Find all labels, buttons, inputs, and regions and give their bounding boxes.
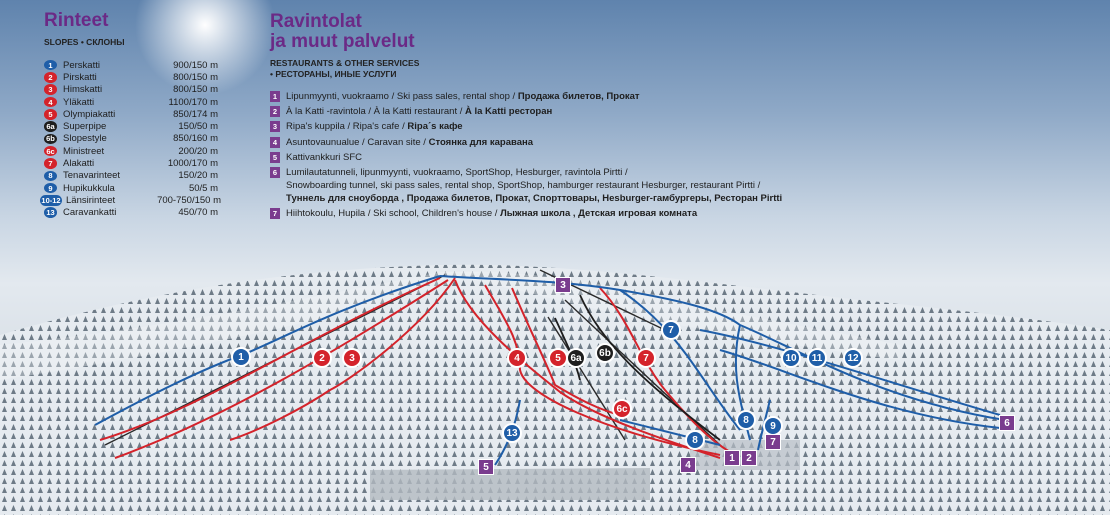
map-marker-slope[interactable]: 1: [231, 347, 251, 367]
slope-row: 1 Perskatti 900/150 m: [44, 59, 264, 71]
map-marker-service[interactable]: 1: [724, 450, 740, 466]
service-row: 4 Asuntovaunualue / Caravan site / Стоянка для каравана: [270, 136, 910, 149]
slopes-title: Rinteet: [44, 10, 109, 31]
slope-row: 9 Hupikukkula 50/5 m: [44, 182, 264, 194]
map-marker-service[interactable]: 7: [765, 434, 781, 450]
service-row: 3 Ripa's kuppila / Ripa's cafe / Ripa´s кафе: [270, 120, 910, 133]
slope-row: 13 Caravankatti 450/70 m: [44, 207, 264, 219]
map-marker-slope[interactable]: 3: [342, 348, 362, 368]
map-marker-slope[interactable]: 12: [843, 348, 863, 368]
slopes-legend: [41, 10, 264, 219]
slope-row: 6a Superpipe 150/50 m: [44, 120, 264, 132]
map-marker-slope[interactable]: 11: [807, 348, 827, 368]
map-marker-slope[interactable]: 8: [685, 430, 705, 450]
service-row: 6 Lumilautatunneli, lipunmyynti, vuokraamo, SportShop, Hesburger, ravintola Pirtti / Snowboarding tunnel, ski pass sales, rental shop, SportShop, hamburger restaurant Hesburger, restaurant Pirtti / Туннель для сноуборда , Продажа билетов, Прокат, Спорттовары, Hesburger-гамбургеры, Ресторан Pirtti: [270, 166, 910, 205]
map-marker-slope[interactable]: 2: [312, 348, 332, 368]
slope-list: [41, 59, 264, 219]
map-marker-slope[interactable]: 4: [507, 348, 527, 368]
map-marker-slope[interactable]: 5: [548, 348, 568, 368]
map-marker-slope[interactable]: 6a: [566, 348, 586, 368]
services-subtitle-2: • РЕСТОРАНЫ, ИНЫЕ УСЛУГИ: [270, 69, 397, 79]
map-marker-slope[interactable]: 7: [636, 348, 656, 368]
map-marker-service[interactable]: 4: [680, 457, 696, 473]
slope-row: 7 Alakatti 1000/170 m: [44, 157, 264, 169]
services-legend: [270, 12, 910, 222]
services-title-2: ja muut palvelut: [270, 31, 415, 52]
map-marker-slope[interactable]: 13: [502, 423, 522, 443]
parking-area: [370, 468, 650, 500]
services-title-1: Ravintolat: [270, 11, 362, 32]
services-subtitle-1: RESTAURANTS & OTHER SERVICES: [270, 58, 420, 68]
map-marker-slope[interactable]: 6c: [612, 399, 632, 419]
service-row: 5 Kattivankkuri SFC: [270, 151, 910, 164]
slope-row: 6b Slopestyle 850/160 m: [44, 133, 264, 145]
map-marker-service[interactable]: 2: [741, 450, 757, 466]
service-row: 1 Lipunmyynti, vuokraamo / Ski pass sales, rental shop / Продажа билетов, Прокат: [270, 90, 910, 103]
map-marker-service[interactable]: 3: [555, 277, 571, 293]
slope-row: 2 Pirskatti 800/150 m: [44, 71, 264, 83]
map-marker-slope[interactable]: 10: [781, 348, 801, 368]
slope-row: 10-12 Länsirinteet 700-750/150 m: [41, 194, 221, 206]
map-marker-slope[interactable]: 6b: [595, 343, 615, 363]
slope-row: 6c Ministreet 200/20 m: [44, 145, 264, 157]
service-row: 7 Hiihtokoulu, Hupila / Ski school, Children's house / Лыжная школа , Детская игровая комната: [270, 207, 910, 220]
map-marker-slope[interactable]: 7: [661, 320, 681, 340]
map-marker-slope[interactable]: 9: [763, 416, 783, 436]
slope-row: 8 Tenavarinteet 150/20 m: [44, 170, 264, 182]
slope-row: 3 Himskatti 800/150 m: [44, 84, 264, 96]
slope-row: 5 Olympiakatti 850/174 m: [44, 108, 264, 120]
map-marker-slope[interactable]: 8: [736, 410, 756, 430]
map-marker-service[interactable]: 5: [478, 459, 494, 475]
map-marker-service[interactable]: 6: [999, 415, 1015, 431]
service-row: 2 À la Katti -ravintola / À la Katti restaurant / À la Katti ресторан: [270, 105, 910, 118]
slopes-subtitle: SLOPES • СКЛОНЫ: [44, 37, 125, 47]
slope-row: 4 Yläkatti 1100/170 m: [44, 96, 264, 108]
services-list: [270, 90, 910, 220]
